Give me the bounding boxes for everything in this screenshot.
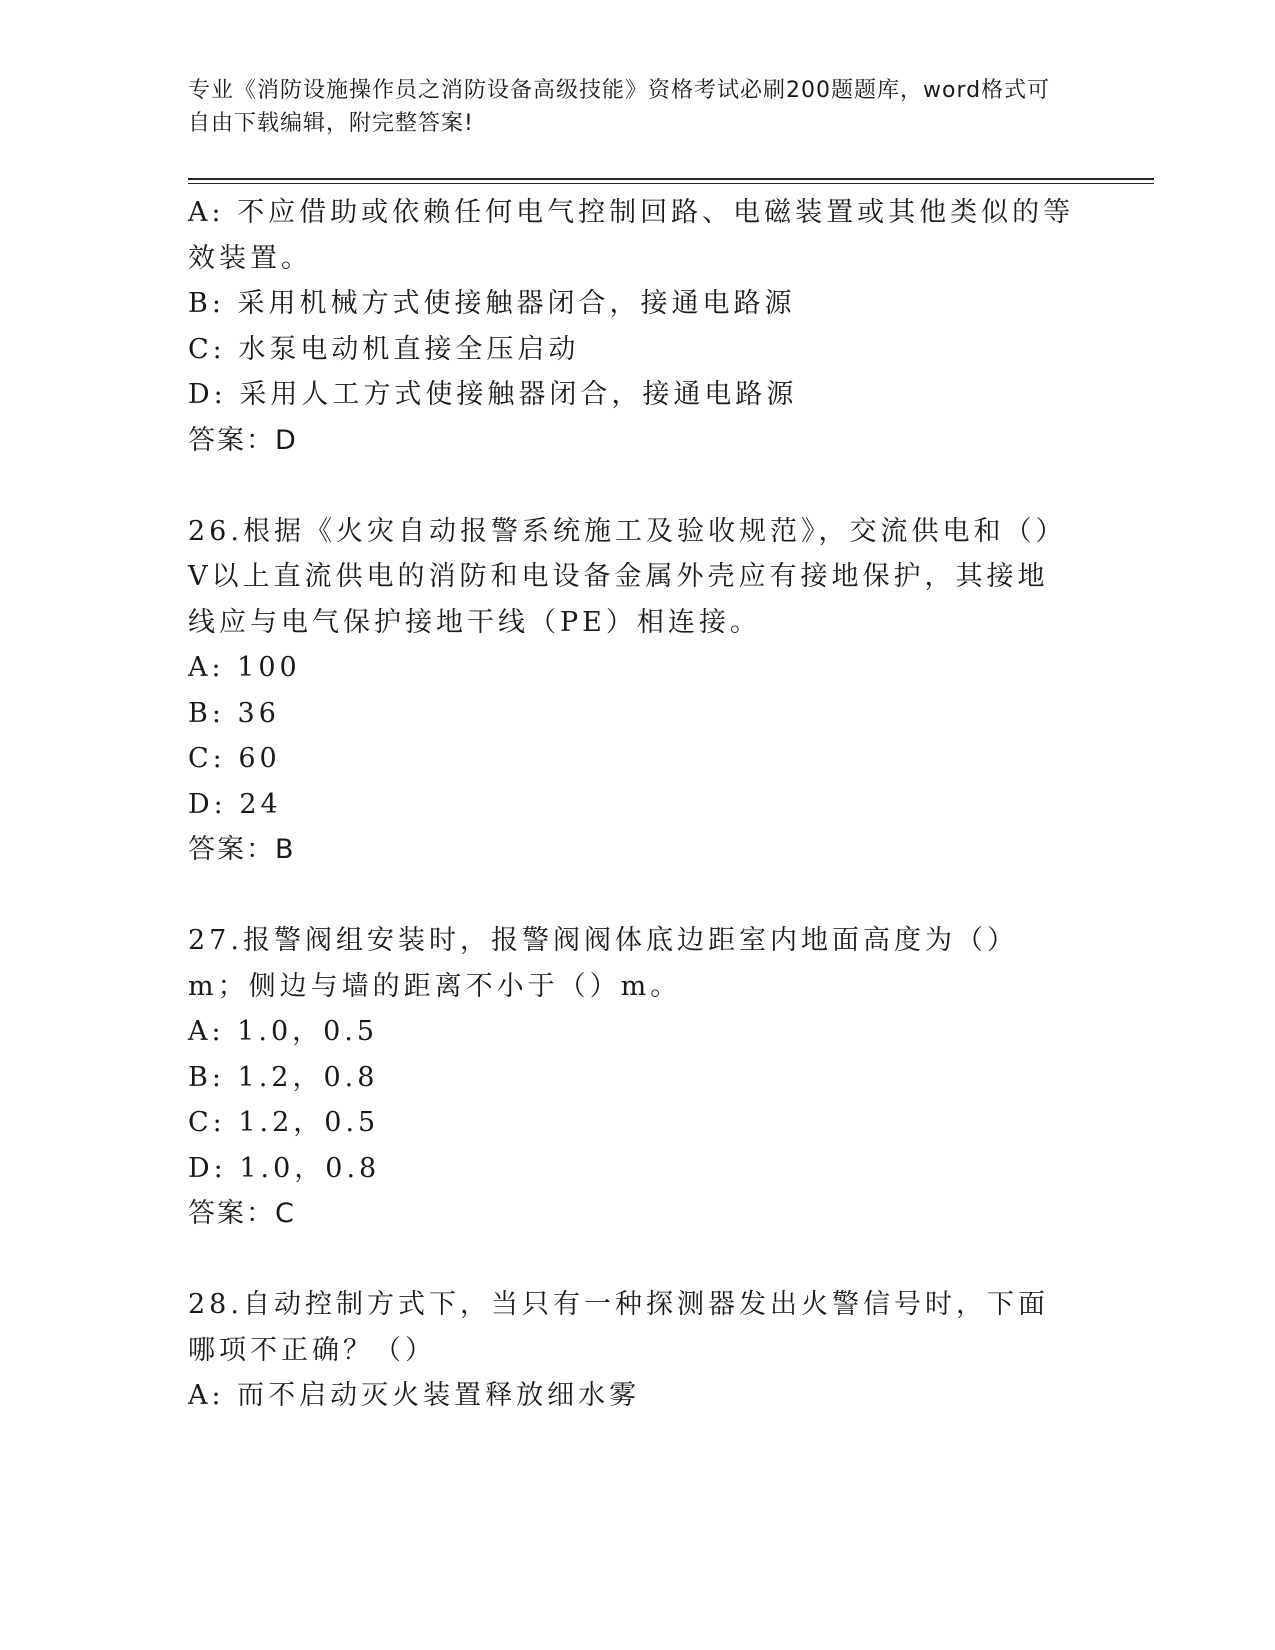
option-b: B: 采用机械方式使接触器闭合，接通电路源 [188, 288, 796, 319]
header-rule-thin [188, 183, 1154, 184]
option-a: A: 而不启动灭火装置释放细水雾 [188, 1380, 641, 1411]
option-d: D: 24 [188, 788, 282, 820]
option-a: A: 1.0，0.5 [188, 1016, 379, 1047]
answer-line: 答案：C [188, 1198, 296, 1229]
answer-line: 答案：D [188, 424, 298, 456]
question-block-26 [188, 509, 1088, 873]
option-d: D: 采用人工方式使接触器闭合，接通电路源 [188, 379, 798, 410]
document-body [188, 190, 1088, 1419]
option-d: D: 1.0，0.8 [188, 1152, 381, 1184]
question-block-28 [188, 1282, 1088, 1419]
option-c: C: 水泵电动机直接全压启动 [188, 333, 580, 365]
option-a: A: 不应借助或依赖任何电气控制回路、电磁装置或其他类似的等效装置。 [188, 197, 1075, 274]
option-a: A: 100 [188, 652, 301, 683]
question-block-25 [188, 190, 1088, 463]
question-text: 26.根据《火灾自动报警系统施工及验收规范》，交流供电和（）V以上直流供电的消防和电设备金属外壳应有接地保护，其接地线应与电气保护接地干线（PE）相连接。 [188, 515, 1067, 638]
header-rule-thick [188, 178, 1154, 180]
question-text: 28.自动控制方式下，当只有一种探测器发出火警信号时，下面哪项不正确？（） [188, 1289, 1049, 1366]
option-c: C: 60 [188, 743, 281, 774]
option-b: B: 1.2，0.8 [188, 1061, 379, 1093]
question-text: 27.报警阀组安装时，报警阀阀体底边距室内地面高度为（）m；侧边与墙的距离不小于（）m。 [188, 925, 1018, 1002]
answer-line: 答案：B [188, 834, 296, 865]
option-b: B: 36 [188, 697, 280, 729]
option-c: C: 1.2，0.5 [188, 1107, 380, 1138]
question-block-27 [188, 918, 1088, 1237]
page-header: 专业《消防设施操作员之消防设备高级技能》资格考试必刷200题题库，word格式可自由下载编辑，附完整答案! [188, 78, 1051, 136]
